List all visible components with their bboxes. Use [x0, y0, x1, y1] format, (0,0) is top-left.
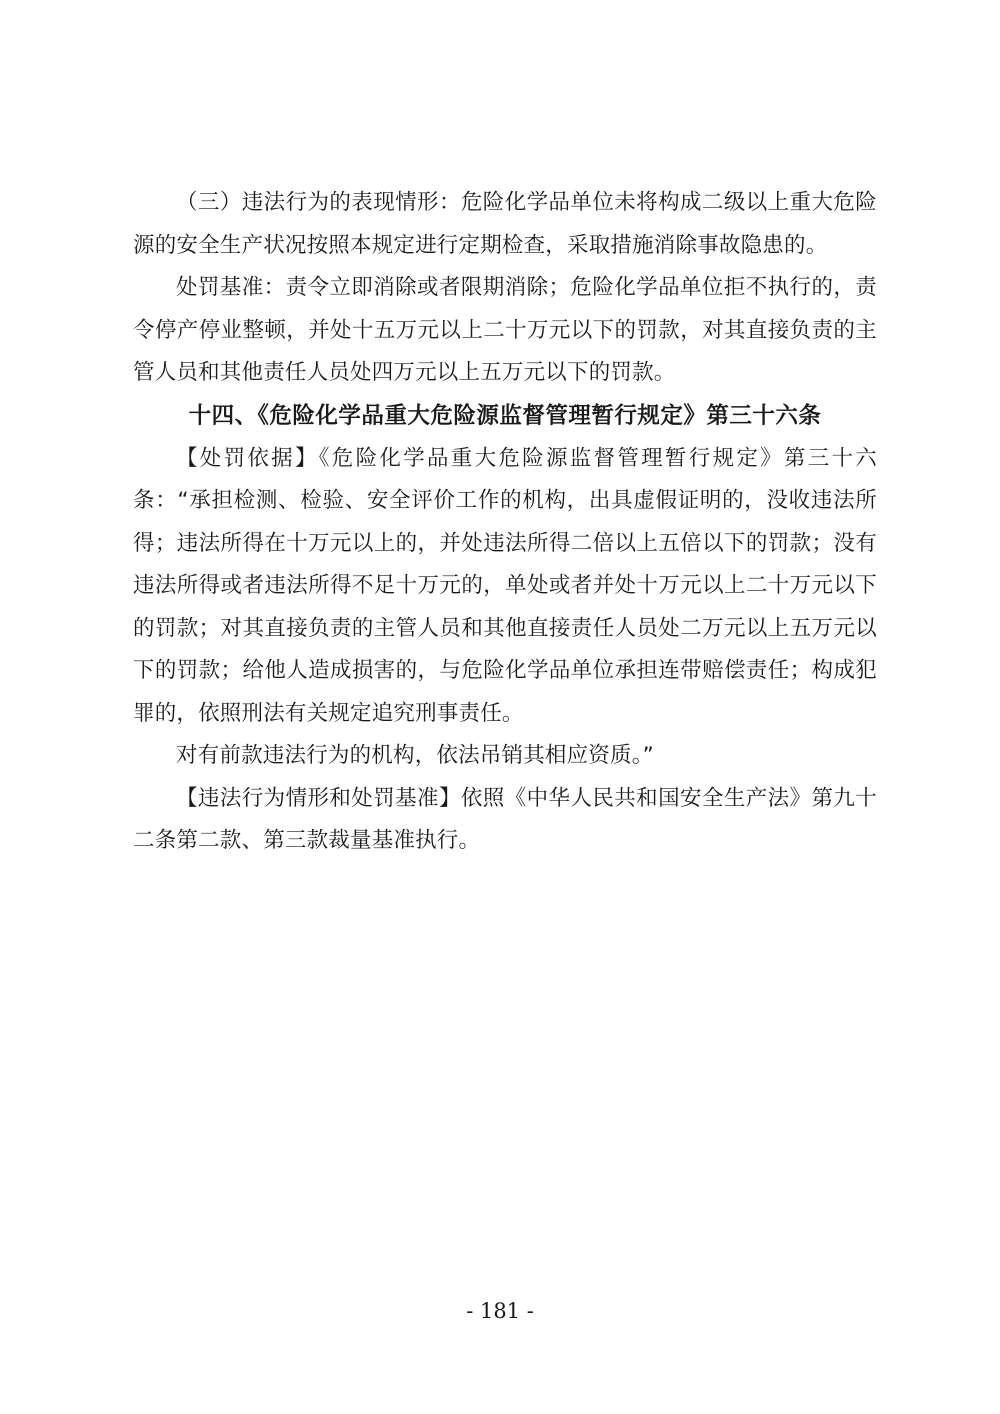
paragraph-revoke-qualification: 对有前款违法行为的机构，依法吊销其相应资质。” [176, 743, 654, 768]
page-number: - 181 - [466, 1299, 534, 1323]
section-heading: 十四、《危险化学品重大危险源监督管理暂行规定》第三十六条 [188, 402, 822, 429]
document-body [133, 182, 877, 863]
paragraph-penalty-standard: 处罚基准：责令立即消除或者限期消除；危险化学品单位拒不执行的，责令停产停业整顿，并处十五万元以上二十万元以下的罚款，对其直接负责的主管人员和其他责任人员处四万元以上五万元以下的罚款。 [133, 275, 877, 385]
paragraph-penalty-basis: 【处罚依据】《危险化学品重大危险源监督管理暂行规定》第三十六条：“承担检测、检验、安全评价工作的机构，出具虚假证明的，没收违法所得；违法所得在十万元以上的，并处违法所得二倍以上五倍以下的罚款；没有违法所得或者违法所得不足十万元的，单处或者并处十万元以上二十万元以下的罚款；对其直接负责的主管人员和其他直接责任人员处二万元以上五万元以下的罚款；给他人造成损害的，与危险化学品单位承担连带赔偿责任；构成犯罪的，依照刑法有关规定追究刑事责任。 [133, 445, 877, 726]
paragraph-penalty-reference: 【违法行为情形和处罚基准】依照《中华人民共和国安全生产法》第九十二条第二款、第三款裁量基准执行。 [133, 785, 877, 853]
paragraph-violation-circumstance: （三）违法行为的表现情形：危险化学品单位未将构成二级以上重大危险源的安全生产状况按照本规定进行定期检查，采取措施消除事故隐患的。 [133, 190, 877, 258]
